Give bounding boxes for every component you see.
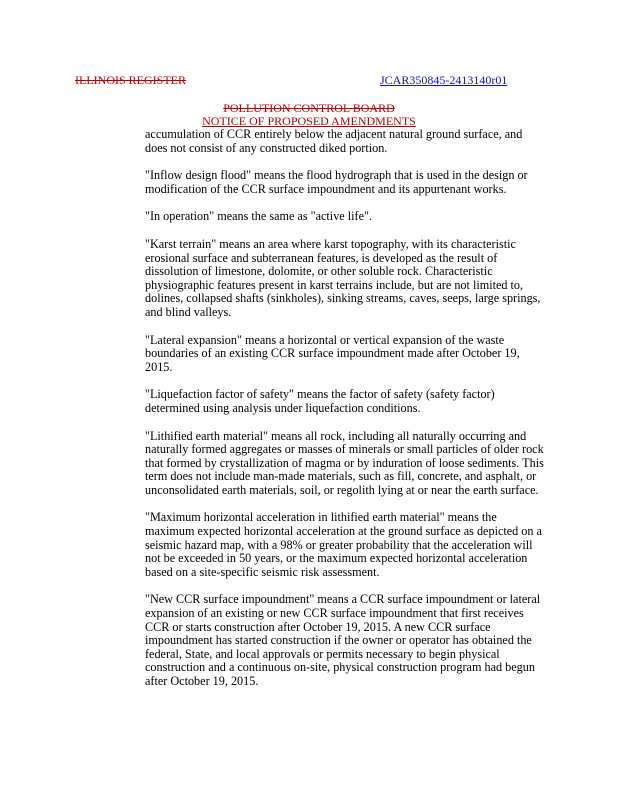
paragraph-karst-terrain	[145, 238, 595, 320]
text-line: and blind valleys.	[145, 304, 232, 319]
text-line: federal, State, and local approvals or permits necessary to begin physical	[145, 646, 500, 661]
board-name: POLLUTION CONTROL BOARD	[223, 101, 395, 115]
text-line: "Liquefaction factor of safety" means the factor of safety (safety factor)	[145, 387, 495, 402]
paragraph-in-operation	[145, 210, 595, 224]
paragraph-maximum-horizontal-acceleration	[145, 511, 595, 579]
text-line: dolines, collapsed shafts (sinkholes), sinking streams, caves, seeps, large springs,	[145, 291, 541, 306]
paragraph-liquefaction-factor	[145, 388, 595, 415]
register-title: ILLINOIS REGISTER	[75, 73, 186, 87]
text-line: "Maximum horizontal acceleration in lithified earth material" means the	[145, 510, 497, 525]
text-line: does not consist of any constructed diked portion.	[145, 140, 388, 155]
text-line: "Lithified earth material" means all rock, including all naturally occurring and	[145, 428, 527, 443]
text-line: CCR or starts construction after October 19, 2015. A new CCR surface	[145, 619, 491, 634]
text-line: "Lateral expansion" means a horizontal or vertical expansion of the waste	[145, 332, 505, 347]
text-line: "New CCR surface impoundment" means a CCR surface impoundment or lateral	[145, 592, 541, 607]
text-line: naturally formed aggregates or masses of minerals or small particles of older rock	[145, 442, 544, 457]
text-line: after October 19, 2015.	[145, 674, 259, 688]
document-body	[145, 128, 595, 703]
text-line: maximum expected horizontal acceleration at the ground surface as depicted on a	[145, 524, 542, 539]
text-line: physiographic features present in karst terrains include, but are not limited to,	[145, 277, 524, 292]
text-line: modification of the CCR surface impoundment and its appurtenant works.	[145, 181, 507, 196]
text-line: determined using analysis under liquefaction conditions.	[145, 400, 421, 415]
notice-title: NOTICE OF PROPOSED AMENDMENTS	[202, 114, 416, 128]
text-line: "In operation" means the same as "active life".	[145, 209, 373, 224]
text-line: seismic hazard map, with a 98% or greater probability that the acceleration will	[145, 537, 533, 552]
text-line: impoundment has started construction if the owner or operator has obtained the	[145, 633, 532, 648]
paragraph-ccr-continuation	[145, 128, 595, 155]
text-line: erosional surface and subterranean features, is developed as the result of	[145, 250, 498, 265]
text-line: not be exceeded in 50 years, or the maximum expected horizontal acceleration	[145, 551, 528, 566]
text-line: construction and a continuous on-site, physical construction program had begun	[145, 660, 535, 675]
text-line: expansion of an existing or new CCR surface impoundment that first receives	[145, 606, 524, 621]
text-line: "Inflow design flood" means the flood hydrograph that is used in the design or	[145, 168, 528, 183]
document-id-link[interactable]: JCAR350845-2413140r01	[380, 73, 508, 87]
paragraph-lithified-earth-material	[145, 430, 595, 498]
text-line: dissolution of limestone, dolomite, or other soluble rock. Characteristic	[145, 264, 493, 279]
text-line: 2015.	[145, 359, 173, 374]
text-line: term does not include man-made materials, such as fill, concrete, and asphalt, or	[145, 469, 537, 484]
text-line: accumulation of CCR entirely below the adjacent natural ground surface, and	[145, 127, 523, 141]
text-line: based on a site-specific seismic risk assessment.	[145, 564, 380, 579]
text-line: unconsolidated earth materials, soil, or regolith lying at or near the earth surface.	[145, 482, 539, 497]
paragraph-inflow-design-flood	[145, 169, 595, 196]
text-line: that formed by crystallization of magma or by induration of loose sediments. This	[145, 455, 544, 470]
text-line: boundaries of an existing CCR surface impoundment made after October 19,	[145, 346, 520, 361]
text-line: "Karst terrain" means an area where karst topography, with its characteristic	[145, 236, 516, 251]
paragraph-lateral-expansion	[145, 334, 595, 375]
paragraph-new-ccr-surface-impoundment	[145, 593, 595, 688]
